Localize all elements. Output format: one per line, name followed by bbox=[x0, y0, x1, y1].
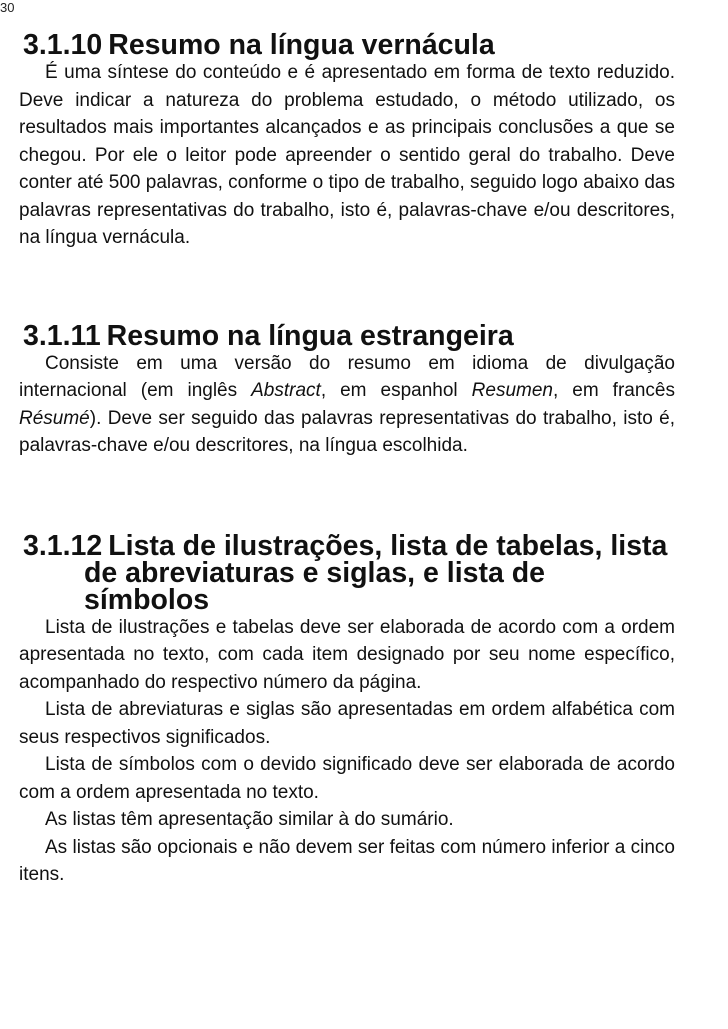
italic-term-resume: Résumé bbox=[19, 407, 90, 429]
italic-term-resumen: Resumen bbox=[471, 380, 553, 401]
section-listas bbox=[19, 529, 675, 889]
body-paragraph: Lista de abreviaturas e siglas são apresentadas em ordem alfabética com seus respectivos significados. bbox=[19, 699, 675, 748]
body-paragraph: As listas têm apresentação similar à do sumário. bbox=[45, 809, 454, 830]
body-paragraph: Lista de ilustrações e tabelas deve ser elaborada de acordo com a ordem apresentada no texto, com cada item designado por seu nome específico, acompanhado do respectivo número da página. bbox=[19, 616, 675, 693]
section-resumo-vernacula bbox=[19, 29, 675, 252]
section-number: 3.1.10 bbox=[23, 29, 103, 61]
section-title: Resumo na língua vernácula bbox=[108, 29, 495, 61]
section-heading bbox=[19, 29, 675, 61]
section-number: 3.1.12 bbox=[23, 529, 103, 562]
body-paragraph: As listas são opcionais e não devem ser feitas com número inferior a cinco itens. bbox=[19, 836, 675, 885]
body-paragraph bbox=[19, 350, 675, 460]
section-number: 3.1.11 bbox=[23, 319, 101, 352]
paragraph-text: , em espanhol bbox=[320, 380, 472, 401]
paragraph-text: , em francês bbox=[552, 380, 675, 401]
italic-term-abstract: Abstract bbox=[251, 380, 321, 401]
body-paragraph: Lista de símbolos com o devido significado deve ser elaborada de acordo com a ordem apresentada no texto. bbox=[19, 754, 675, 803]
page-content bbox=[19, 29, 675, 889]
paragraph-text: ). Deve ser seguido das palavras representativas do trabalho, isto é, palavras-chave e/ou descritores, na língua escolhida. bbox=[19, 407, 675, 456]
paragraph-text: Consiste em uma versão do resumo em idioma de divulgação internacional (em inglês bbox=[19, 352, 675, 401]
section-title: Lista de ilustrações, lista de tabelas, lista de abreviaturas e siglas, e lista de símbolos bbox=[84, 529, 668, 616]
section-title: Resumo na língua estrangeira bbox=[106, 319, 514, 352]
spacer bbox=[19, 460, 675, 533]
section-resumo-estrangeira bbox=[19, 319, 675, 460]
section-heading bbox=[19, 319, 675, 352]
page-number: 30 bbox=[0, 0, 15, 15]
spacer bbox=[19, 252, 675, 323]
section-heading bbox=[19, 529, 675, 616]
body-paragraph: É uma síntese do conteúdo e é apresentado em forma de texto reduzido. Deve indicar a natureza do problema estudado, o método utilizado, os resultados mais importantes alcançados e as principais conclusões a que se chegou. Por ele o leitor pode apreender o sentido geral do trabalho. Deve conter até 500 palavras, conforme o tipo de trabalho, seguido logo abaixo das palavras representativas do trabalho, isto é, palavras-chave e/ou descritores, na língua vernácula. bbox=[19, 62, 675, 248]
